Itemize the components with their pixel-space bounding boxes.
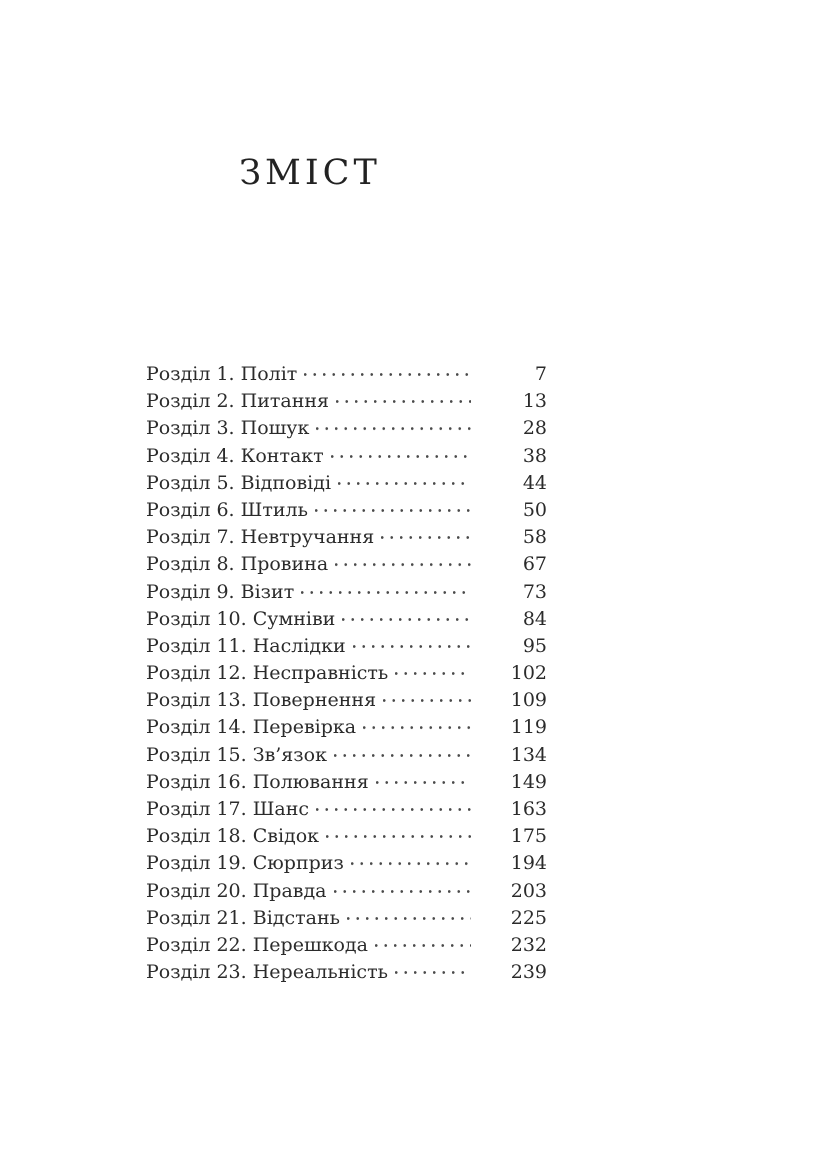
chapter-label: Розділ 8. Провина: [146, 553, 329, 576]
dot-leader: [316, 415, 471, 442]
dot-leader: [326, 823, 471, 850]
toc-entry: [146, 959, 547, 986]
dot-leader: [316, 796, 471, 823]
page-number: 7: [534, 363, 547, 385]
chapter-label: Розділ 2. Питання: [146, 390, 330, 413]
chapter-label: Розділ 16. Полювання: [146, 770, 369, 793]
page-number: 232: [510, 933, 547, 956]
dot-leader: [334, 878, 471, 905]
page-number: 109: [510, 689, 547, 712]
dot-leader: [353, 633, 471, 660]
page-number: 102: [510, 662, 547, 685]
dot-leader: [315, 497, 471, 524]
toc-entry: [146, 878, 547, 905]
dot-leader: [335, 551, 471, 578]
chapter-label: Розділ 19. Сюрприз: [146, 852, 344, 875]
toc-list: [146, 361, 547, 986]
chapter-label: Розділ 12. Несправність: [146, 662, 389, 685]
chapter-label: Розділ 11. Наслідки: [146, 634, 346, 657]
dot-leader: [347, 905, 471, 932]
page-number: 163: [510, 798, 547, 820]
toc-entry: [146, 388, 547, 415]
page-number: 50: [522, 498, 547, 521]
chapter-label: Розділ 14. Перевірка: [146, 716, 357, 739]
dot-leader: [338, 470, 471, 497]
dot-leader: [331, 443, 471, 470]
chapter-label: Розділ 1. Політ: [146, 363, 298, 385]
page-number: 95: [522, 634, 547, 657]
chapter-label: Розділ 17. Шанс: [146, 798, 310, 820]
chapter-label: Розділ 13. Повернення: [146, 689, 377, 712]
toc-entry: [146, 687, 547, 714]
toc-entry: [146, 361, 547, 388]
toc-entry: [146, 905, 547, 932]
dot-leader: [375, 932, 471, 959]
dot-leader: [351, 850, 471, 877]
page-number: 28: [522, 417, 547, 440]
chapter-label: Розділ 5. Відповіді: [146, 471, 332, 494]
dot-leader: [336, 388, 471, 415]
toc-entry: [146, 823, 547, 850]
dot-leader: [304, 361, 471, 388]
chapter-label: Розділ 4. Контакт: [146, 444, 324, 467]
toc-entry: [146, 579, 547, 606]
toc-entry: [146, 742, 547, 769]
toc-entry: [146, 470, 547, 497]
toc-entry: [146, 524, 547, 551]
toc-entry: [146, 443, 547, 470]
toc-entry: [146, 850, 547, 877]
page-number: 194: [510, 852, 547, 875]
toc-entry: [146, 551, 547, 578]
page-number: 239: [510, 961, 547, 984]
page-number: 67: [522, 553, 547, 576]
dot-leader: [301, 579, 471, 606]
toc-entry: [146, 633, 547, 660]
page-number: 58: [522, 526, 547, 549]
dot-leader: [334, 742, 471, 769]
toc-entry: [146, 932, 547, 959]
page-number: 38: [522, 444, 547, 467]
page-number: 13: [522, 390, 547, 413]
toc-entry: [146, 606, 547, 633]
chapter-label: Розділ 23. Нереальність: [146, 961, 388, 984]
page-number: 149: [510, 770, 547, 793]
chapter-label: Розділ 22. Перешкода: [146, 933, 368, 956]
chapter-label: Розділ 3. Пошук: [146, 417, 310, 440]
chapter-label: Розділ 10. Сумніви: [146, 607, 336, 630]
dot-leader: [342, 606, 471, 633]
page-number: 44: [522, 471, 547, 494]
dot-leader: [395, 660, 471, 687]
toc-entry: [146, 497, 547, 524]
toc-entry: [146, 796, 547, 823]
toc-entry: [146, 415, 547, 442]
toc-entry: [146, 660, 547, 687]
chapter-label: Розділ 6. Штиль: [146, 498, 308, 521]
chapter-label: Розділ 7. Невтручання: [146, 526, 375, 549]
page-number: 119: [510, 716, 547, 739]
chapter-label: Розділ 20. Правда: [146, 879, 327, 902]
dot-leader: [395, 959, 471, 986]
dot-leader: [383, 687, 471, 714]
page-number: 84: [522, 607, 547, 630]
page-title: ЗМІСТ: [239, 153, 381, 193]
dot-leader: [363, 714, 471, 741]
chapter-label: Розділ 18. Свідок: [146, 825, 320, 848]
page-number: 203: [510, 879, 547, 902]
chapter-label: Розділ 15. Зв’язок: [146, 743, 327, 766]
page-number: 134: [510, 743, 547, 766]
chapter-label: Розділ 9. Візит: [146, 580, 295, 603]
page-number: 73: [522, 580, 547, 603]
page-number: 225: [510, 906, 547, 929]
dot-leader: [381, 524, 471, 551]
page-number: 175: [510, 825, 547, 848]
chapter-label: Розділ 21. Відстань: [146, 906, 340, 929]
toc-entry: [146, 714, 547, 741]
toc-entry: [146, 769, 547, 796]
dot-leader: [376, 769, 471, 796]
